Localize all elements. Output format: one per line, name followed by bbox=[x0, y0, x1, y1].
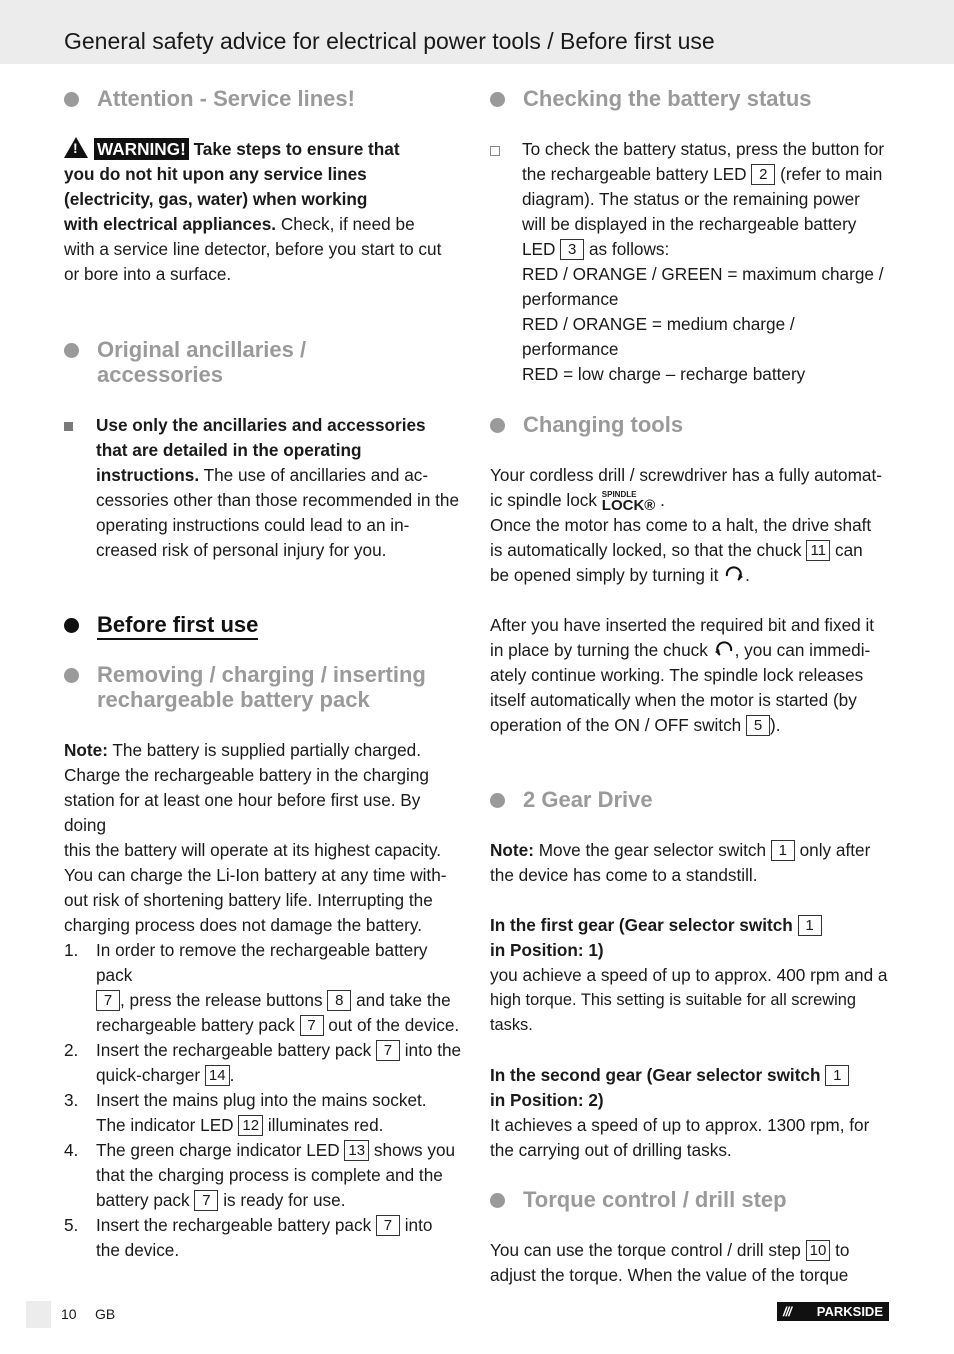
bullet-dot-icon bbox=[64, 668, 79, 683]
heading-ancillaries: Original ancillaries / accessories bbox=[64, 337, 466, 387]
heading-changing-tools: Changing tools bbox=[490, 412, 892, 437]
page-title: General safety advice for electrical power tools / Before first use bbox=[64, 28, 715, 54]
bullet-dot-icon bbox=[490, 1193, 505, 1208]
bullet-dot-icon bbox=[64, 343, 79, 358]
bullet-dot-icon bbox=[490, 92, 505, 107]
square-bullet-icon bbox=[64, 422, 73, 431]
changing-tools-paragraph: Your cordless drill / screwdriver has a fully automat- ic spindle lock SPINDLE LOCK® . Once the motor has come to a halt, the drive shaft is automatically locked, so that the chuck 11 can be opened simply by turning it . After you have inserted the required bit and fixed it in place by turning the chuck , you can immedi- ately continue working. The spindle lock releases itself automatically when the motor is started (by operation of the ON / OFF switch 5 ). bbox=[490, 465, 882, 735]
footer-page-marker bbox=[26, 1301, 51, 1328]
list-item: 2. Insert the rechargeable battery pack 7 into the quick-charger 14 . bbox=[64, 1040, 462, 1085]
service-lines-paragraph: !WARNING! Take steps to ensure that you do not hit upon any service lines (electricity, gas, water) when working with electrical appliances. Check, if need be with a service line detector, before you start to cut or bore into a surface. bbox=[64, 137, 466, 287]
bullet-dot-icon bbox=[490, 418, 505, 433]
language-code: GB bbox=[95, 1306, 116, 1322]
list-item: 1. In order to remove the rechargeable battery pack 7 , press the release buttons 8 and take the rechargeable battery pack 7 out of the device. bbox=[64, 940, 460, 1035]
rotate-counterclockwise-icon bbox=[713, 640, 735, 658]
warning-label: WARNING! bbox=[94, 138, 189, 160]
list-item: 5. Insert the rechargeable battery pack 7 into the device. bbox=[64, 1215, 433, 1260]
heading-before-first-use: Before first use bbox=[64, 612, 466, 640]
page-number: 10 bbox=[61, 1306, 77, 1322]
battery-status-paragraph: To check the battery status, press the button for the rechargeable battery LED 2 (refer to main diagram). The status or the remaining power will be displayed in the rechargeable battery LED 3 as follows: RED / ORANGE / GREEN = maximum charge / performance RED / ORANGE = medium charge / performance RED = low charge – recharge battery bbox=[490, 137, 892, 387]
parkside-logo: /// PARKSIDE bbox=[777, 1302, 889, 1321]
battery-note-paragraph: Note: The battery is supplied partially charged. Charge the rechargeable battery in the charging station for at least one hour before first use. By doing this the battery will operate at its highest capacity. You can charge the Li-Ion battery at any time with- out risk of shortening battery life. Interrupting the charging process does not damage the battery. bbox=[64, 740, 447, 935]
checkbox-bullet-icon bbox=[490, 146, 500, 156]
heading-gear-drive: 2 Gear Drive bbox=[490, 787, 892, 812]
list-item: 4. The green charge indicator LED 13 shows you that the charging process is complete and the battery pack 7 is ready for use. bbox=[64, 1140, 456, 1210]
heading-service-lines: Attention - Service lines! bbox=[64, 86, 466, 111]
heading-torque-control: Torque control / drill step bbox=[490, 1187, 892, 1212]
battery-steps-list bbox=[64, 938, 466, 1263]
bullet-dot-icon bbox=[490, 793, 505, 808]
bullet-dot-icon bbox=[64, 618, 79, 633]
heading-battery-status: Checking the battery status bbox=[490, 86, 892, 111]
heading-removing-battery: Removing / charging / inserting rechargeable battery pack bbox=[64, 662, 466, 712]
rotate-clockwise-icon bbox=[723, 565, 745, 583]
warning-triangle-icon bbox=[64, 137, 88, 158]
ancillaries-paragraph: Use only the ancillaries and accessories that are detailed in the operating instructions. The use of ancillaries and ac- cessories other than those recommended in the operating instructions could lead to an in- creased risk of personal injury for you. bbox=[64, 413, 466, 563]
torque-paragraph: You can use the torque control / drill step 10 to adjust the torque. When the value of the torque bbox=[490, 1240, 850, 1285]
bullet-dot-icon bbox=[64, 92, 79, 107]
gear-drive-paragraph: Note: Move the gear selector switch 1 only after the device has come to a standstill. In the first gear (Gear selector switch 1 in Position: 1) you achieve a speed of up to approx. 400 rpm and a high torque. This setting is suitable for all screwing tasks. In the second gear (Gear selector switch 1 in Position: 2) It achieves a speed of up to approx. 1300 rpm, for the carrying out of drilling tasks. bbox=[490, 840, 888, 1160]
list-item: 3. Insert the mains plug into the mains socket. The indicator LED 12 illuminates red. bbox=[64, 1090, 427, 1135]
spindle-lock-icon: SPINDLE LOCK® bbox=[601, 490, 656, 514]
